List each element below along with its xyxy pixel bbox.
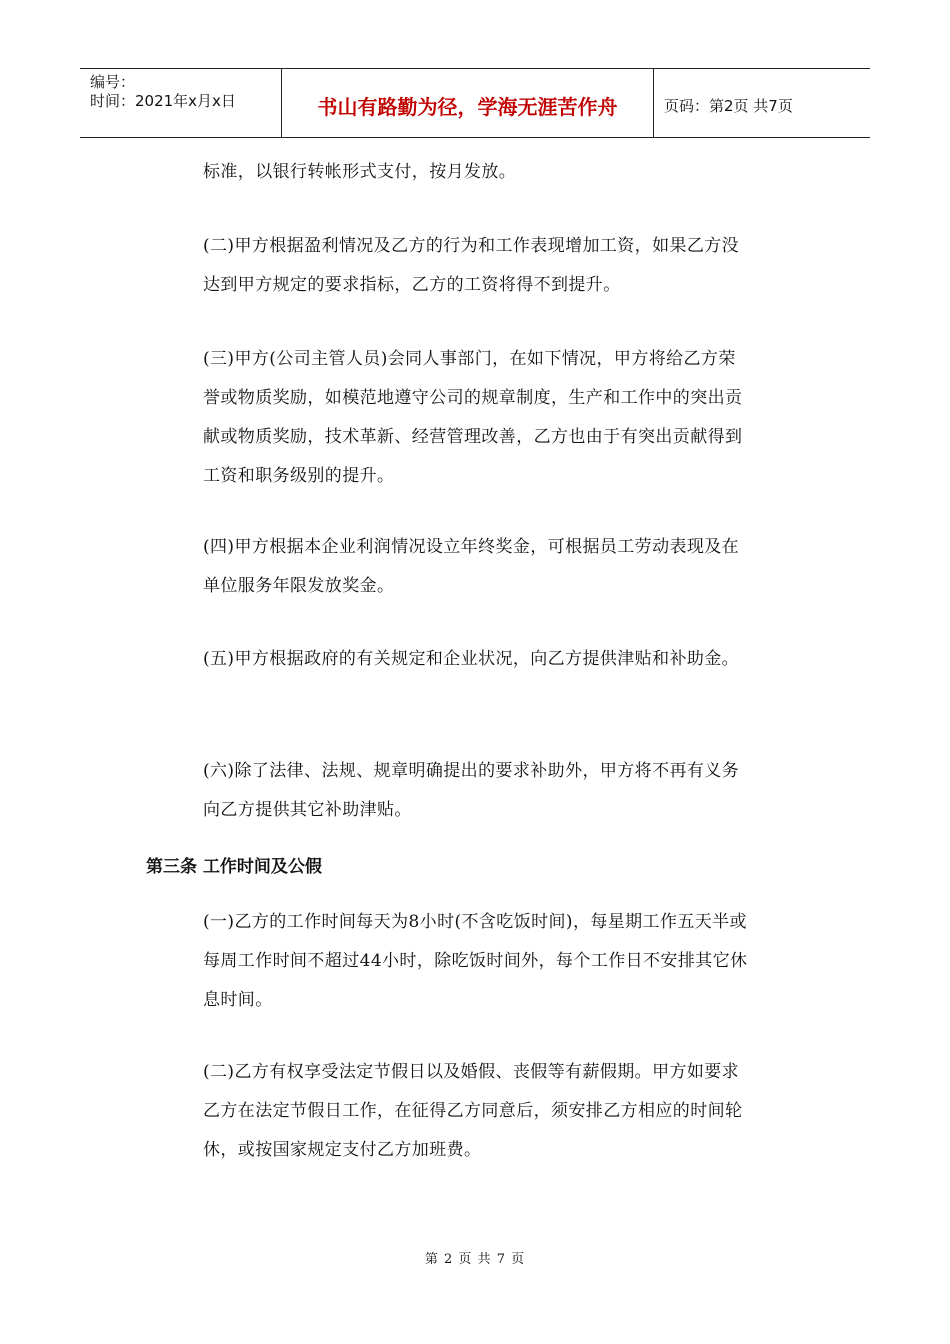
paragraph-4: (四)甲方根据本企业利润情况设立年终奖金，可根据员工劳动表现及在单位服务年限发放奖金。	[203, 537, 740, 596]
header-motto: 书山有路勤为径，学海无涯苦作舟	[282, 69, 654, 137]
article-3-title: 第三条 工作时间及公假	[146, 857, 322, 877]
article-3-paragraph-2: (二)乙方有权享受法定节假日以及婚假、丧假等有薪假期。甲方如要求乙方在法定节假日工作，在征得乙方同意后，须安排乙方相应的时间轮休，或按国家规定支付乙方加班费。	[203, 1062, 743, 1160]
article-3-paragraph-1: (一)乙方的工作时间每天为8小时(不含吃饭时间)，每星期工作五天半或每周工作时间不超过44小时，除吃饭时间外，每个工作日不安排其它休息时间。	[203, 912, 748, 1010]
page-header	[80, 68, 870, 138]
header-page-code: 页码：第2页 共7页	[664, 96, 793, 115]
paragraph-5: (五)甲方根据政府的有关规定和企业状况，向乙方提供津贴和补助金。	[203, 649, 740, 669]
paragraph-continuation: 标准，以银行转帐形式支付，按月发放。	[203, 162, 517, 182]
header-meta	[80, 69, 282, 137]
document-time: 时间：2021年x月x日	[90, 92, 236, 110]
document-number-label: 编号：	[90, 73, 136, 91]
paragraph-3: (三)甲方(公司主管人员)会同人事部门，在如下情况，甲方将给乙方荣誉或物质奖励，如模范地遵守公司的规章制度，生产和工作中的突出贡献或物质奖励，技术革新、经营管理改善，乙方也由于有突出贡献得到工资和职务级别的提升。	[203, 349, 743, 486]
paragraph-6: (六)除了法律、法规、规章明确提出的要求补助外，甲方将不再有义务向乙方提供其它补助津贴。	[203, 761, 740, 820]
paragraph-2: (二)甲方根据盈利情况及乙方的行为和工作表现增加工资，如果乙方没达到甲方规定的要求指标，乙方的工资将得不到提升。	[203, 236, 740, 295]
page-footer: 第 2 页 共 7 页	[424, 1252, 526, 1267]
